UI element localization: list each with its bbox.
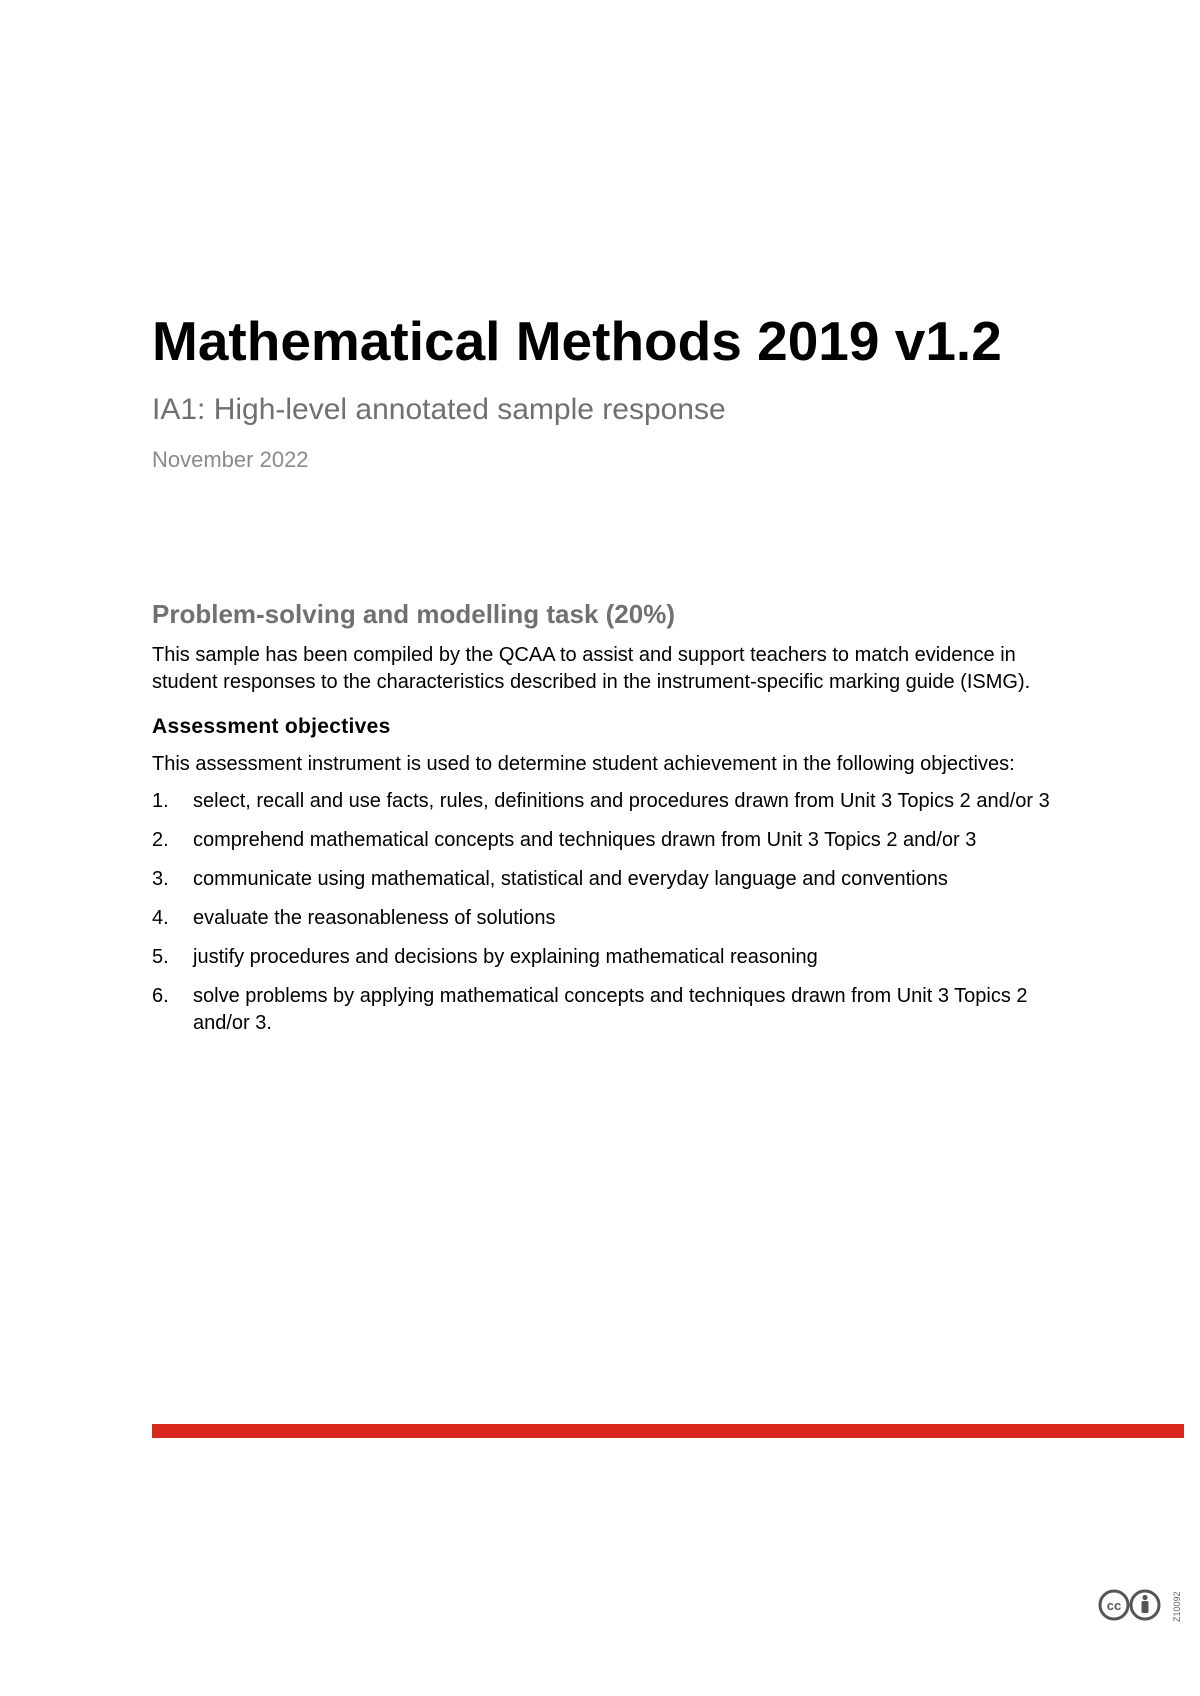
objective-number: 3. (152, 868, 169, 890)
objective-item (152, 788, 1062, 815)
objective-text: solve problems by applying mathematical concepts and techniques drawn from Unit 3 Topics 2 and/or 3. (193, 985, 1028, 1034)
creative-commons-by-icon (1098, 1589, 1164, 1621)
objective-text: evaluate the reasonableness of solutions (193, 907, 556, 929)
main-content (152, 598, 1062, 1049)
objective-text: communicate using mathematical, statistical and everyday language and conventions (193, 868, 948, 890)
objective-number: 1. (152, 790, 169, 812)
document-subtitle: IA1: High-level annotated sample response (152, 393, 726, 426)
objective-number: 6. (152, 985, 169, 1007)
objective-item (152, 944, 1062, 971)
section-heading: Problem-solving and modelling task (20%) (152, 599, 675, 629)
objective-text: select, recall and use facts, rules, definitions and procedures drawn from Unit 3 Topics 2 and/or 3 (193, 790, 1050, 812)
objective-item (152, 827, 1062, 854)
objective-item (152, 983, 1062, 1037)
document-code: Z10092 (1172, 1591, 1182, 1622)
assessment-objectives-intro: This assessment instrument is used to determine student achievement in the following objectives: (152, 753, 1015, 775)
objective-text: comprehend mathematical concepts and techniques drawn from Unit 3 Topics 2 and/or 3 (193, 829, 977, 851)
assessment-objectives-heading: Assessment objectives (152, 715, 391, 738)
objective-item (152, 905, 1062, 932)
objective-number: 5. (152, 946, 169, 968)
footer-accent-rule (152, 1424, 1184, 1438)
objective-number: 2. (152, 829, 169, 851)
objective-text: justify procedures and decisions by explaining mathematical reasoning (193, 946, 818, 968)
objective-item (152, 866, 1062, 893)
objectives-list (152, 788, 1062, 1037)
document-title: Mathematical Methods 2019 v1.2 (152, 310, 1002, 372)
svg-text:cc: cc (1106, 1598, 1122, 1613)
section-intro: This sample has been compiled by the QCAA to assist and support teachers to match evidence in student responses to the characteristics described in the instrument-specific marking guide (ISMG). (152, 644, 1031, 693)
objective-number: 4. (152, 907, 169, 929)
document-date: November 2022 (152, 447, 309, 472)
